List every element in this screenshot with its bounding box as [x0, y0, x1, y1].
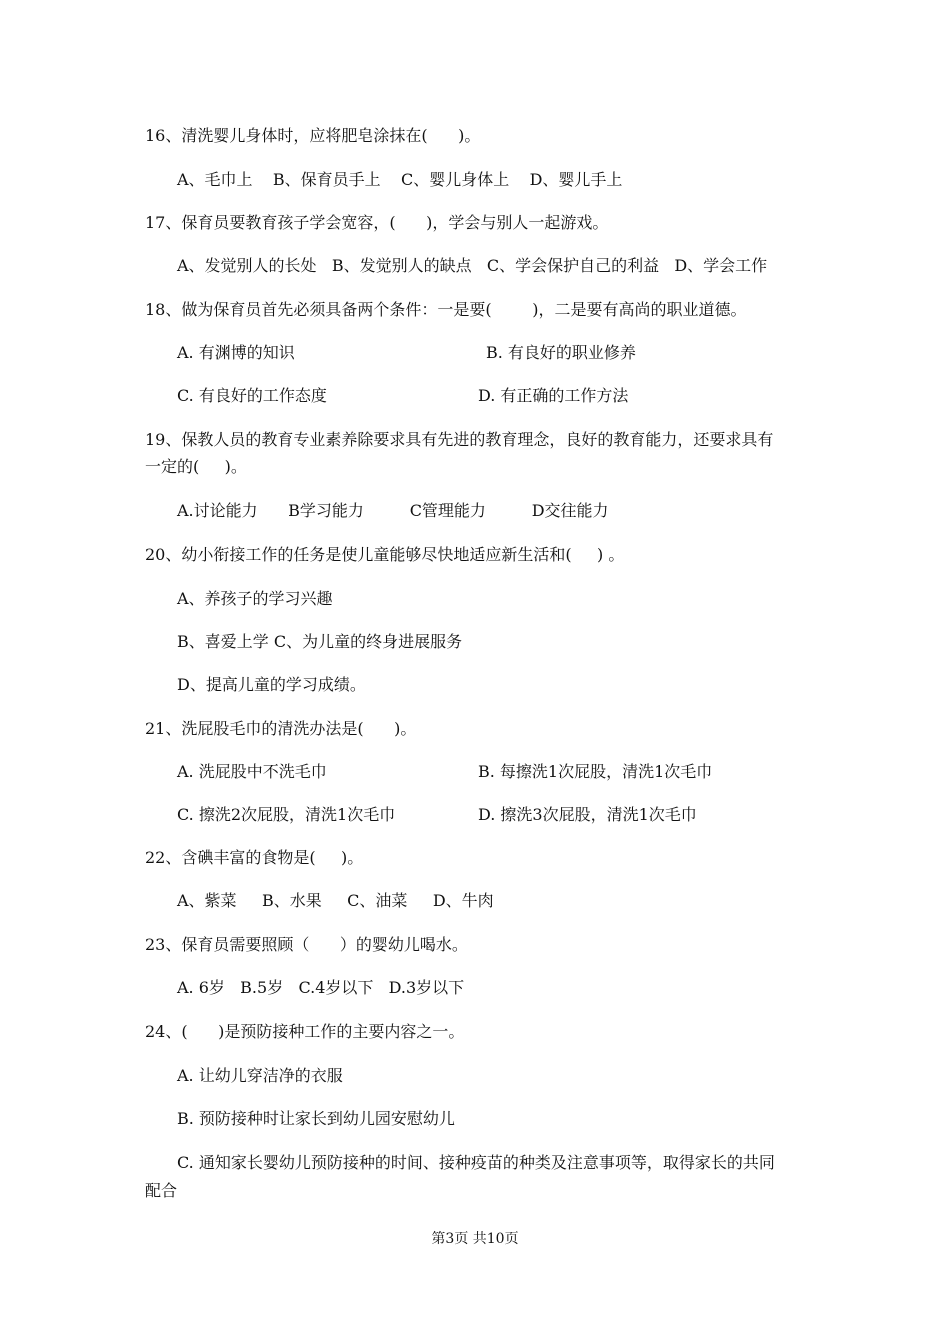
question-20-option-a: A、养孩子的学习兴趣 — [177, 589, 333, 608]
question-18: 18、做为保育员首先必须具备两个条件：一是要( )，二是要有高尚的职业道德。 — [145, 300, 747, 319]
question-21: 21、洗屁股毛巾的清洗办法是( )。 — [145, 719, 417, 738]
question-21-option-c: C. 擦洗2次屁股，清洗1次毛巾 — [177, 805, 396, 824]
question-21-option-a: A. 洗屁股中不洗毛巾 — [177, 762, 327, 781]
question-18-option-a: A. 有渊博的知识 — [177, 343, 295, 362]
question-23: 23、保育员需要照顾（ ）的婴幼儿喝水。 — [145, 935, 468, 954]
question-18-option-b: B. 有良好的职业修养 — [486, 343, 636, 362]
question-24-option-c-continued: 配合 — [145, 1181, 178, 1200]
question-20-option-d: D、提高儿童的学习成绩。 — [177, 675, 366, 694]
question-22: 22、含碘丰富的食物是( )。 — [145, 848, 364, 867]
question-19-continued: 一定的( )。 — [145, 457, 247, 476]
question-24-option-a: A. 让幼儿穿洁净的衣服 — [177, 1066, 343, 1085]
page-number-footer: 第3页 共10页 — [431, 1231, 519, 1247]
question-23-options: A. 6岁 B.5岁 C.4岁以下 D.3岁以下 — [177, 978, 465, 997]
question-19-options: A.讨论能力 B学习能力 C管理能力 D交往能力 — [177, 501, 609, 520]
question-16: 16、清洗婴儿身体时，应将肥皂涂抹在( )。 — [145, 126, 481, 145]
question-24-option-b: B. 预防接种时让家长到幼儿园安慰幼儿 — [177, 1109, 455, 1128]
question-21-option-b: B. 每擦洗1次屁股，清洗1次毛巾 — [478, 762, 713, 781]
question-24-option-c: C. 通知家长婴幼儿预防接种的时间、接种疫苗的种类及注意事项等，取得家长的共同 — [177, 1153, 775, 1172]
question-18-option-d: D. 有正确的工作方法 — [478, 386, 629, 405]
question-19: 19、保教人员的教育专业素养除要求具有先进的教育理念，良好的教育能力，还要求具有 — [145, 430, 774, 449]
question-18-option-c: C. 有良好的工作态度 — [177, 386, 327, 405]
question-17: 17、保育员要教育孩子学会宽容，( )，学会与别人一起游戏。 — [145, 213, 609, 232]
question-22-options: A、紫菜 B、水果 C、油菜 D、牛肉 — [177, 891, 494, 910]
question-21-option-d: D. 擦洗3次屁股，清洗1次毛巾 — [478, 805, 697, 824]
question-17-options: A、发觉别人的长处 B、发觉别人的缺点 C、学会保护自己的利益 D、学会工作 — [177, 256, 768, 275]
question-20-option-bc: B、喜爱上学 C、为儿童的终身进展服务 — [177, 632, 463, 651]
question-24: 24、( )是预防接种工作的主要内容之一。 — [145, 1022, 465, 1041]
question-16-options: A、毛巾上 B、保育员手上 C、婴儿身体上 D、婴儿手上 — [177, 170, 623, 189]
question-20: 20、幼小衔接工作的任务是使儿童能够尽快地适应新生活和( ) 。 — [145, 545, 625, 564]
